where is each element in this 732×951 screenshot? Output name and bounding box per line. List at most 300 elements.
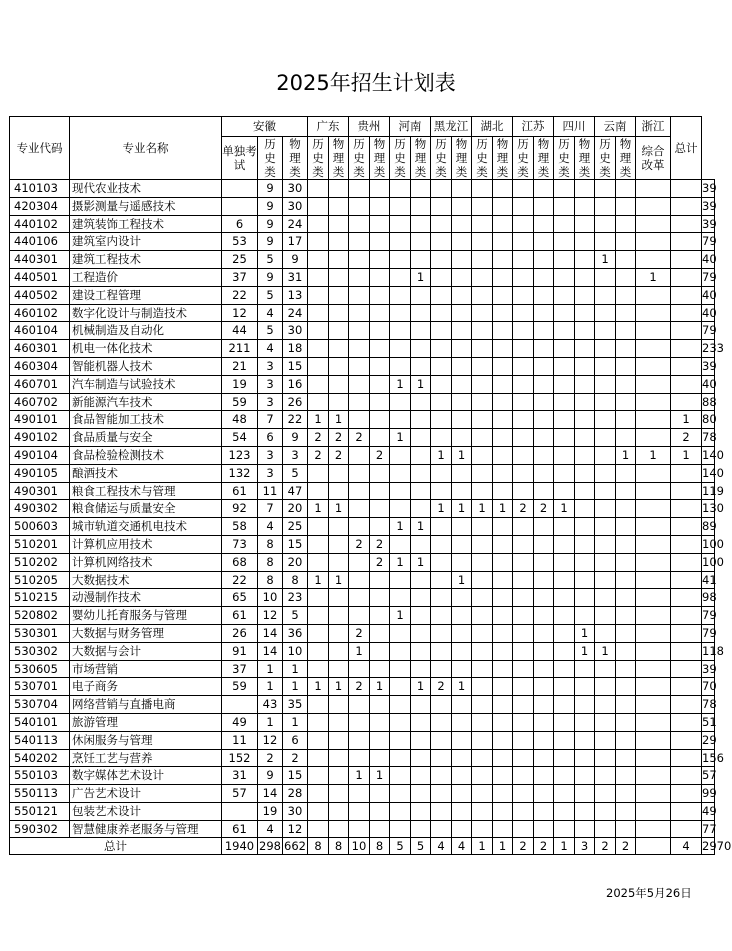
quota-cell: 2: [349, 535, 370, 553]
quota-cell: 91: [222, 642, 258, 660]
quota-cell: [575, 731, 595, 749]
quota-cell: [349, 607, 370, 625]
quota-cell: [370, 286, 390, 304]
major-name: 休闲服务与管理: [70, 731, 222, 749]
quota-cell: [534, 607, 554, 625]
quota-cell: [390, 678, 411, 696]
quota-cell: [534, 482, 554, 500]
quota-cell: 8: [258, 535, 283, 553]
quota-cell: [636, 215, 671, 233]
major-code: 530605: [10, 660, 70, 678]
quota-cell: [595, 357, 616, 375]
quota-cell: [411, 535, 431, 553]
quota-cell: [349, 286, 370, 304]
quota-cell: [472, 820, 493, 838]
quota-cell: 92: [222, 500, 258, 518]
quota-cell: 43: [258, 696, 283, 714]
quota-cell: [370, 375, 390, 393]
quota-cell: [390, 393, 411, 411]
quota-cell: [671, 589, 702, 607]
quota-cell: 3: [258, 357, 283, 375]
quota-cell: [534, 749, 554, 767]
quota-cell: 1: [258, 678, 283, 696]
major-code: 420304: [10, 197, 70, 215]
quota-cell: 8: [258, 571, 283, 589]
quota-cell: [575, 553, 595, 571]
quota-cell: [349, 802, 370, 820]
subheader-physics-sichuan: 物理类: [575, 137, 595, 180]
quota-cell: [329, 233, 349, 251]
quota-cell: [616, 429, 636, 447]
quota-cell: [513, 642, 534, 660]
quota-cell: [575, 500, 595, 518]
quota-cell: 1: [349, 767, 370, 785]
header-province-yunnan: 云南: [595, 117, 636, 137]
quota-cell: [534, 642, 554, 660]
table-row: [10, 340, 715, 358]
quota-cell: [431, 251, 452, 269]
quota-cell: [636, 286, 671, 304]
header-province-guizhou: 贵州: [349, 117, 390, 137]
quota-cell: 4: [258, 304, 283, 322]
quota-cell: 30: [283, 322, 308, 340]
subheader-physics-henan: 物理类: [411, 137, 431, 180]
quota-cell: [616, 393, 636, 411]
quota-cell: 1: [575, 642, 595, 660]
quota-cell: [616, 411, 636, 429]
table-row: [10, 678, 715, 696]
quota-cell: [534, 411, 554, 429]
table-row: [10, 731, 715, 749]
quota-cell: 8: [283, 571, 308, 589]
table-row: [10, 215, 715, 233]
quota-cell: 37: [222, 268, 258, 286]
quota-cell: [616, 785, 636, 803]
quota-cell: [513, 749, 534, 767]
quota-cell: 5: [258, 286, 283, 304]
quota-cell: 2: [370, 553, 390, 571]
quota-cell: [595, 322, 616, 340]
quota-cell: [349, 820, 370, 838]
quota-cell: 28: [283, 785, 308, 803]
quota-cell: [411, 357, 431, 375]
quota-cell: [308, 802, 329, 820]
quota-cell: [452, 180, 472, 198]
major-code: 540101: [10, 713, 70, 731]
quota-cell: [534, 731, 554, 749]
major-code: 550113: [10, 785, 70, 803]
quota-cell: [493, 197, 513, 215]
quota-cell: [370, 340, 390, 358]
quota-cell: [472, 286, 493, 304]
quota-cell: [390, 802, 411, 820]
quota-cell: [575, 215, 595, 233]
table-row: [10, 713, 715, 731]
column-total: 5: [411, 838, 431, 855]
quota-cell: 1: [554, 500, 575, 518]
table-row: [10, 429, 715, 447]
subheader-physics-yunnan: 物理类: [616, 137, 636, 180]
header-province-anhui: 安徽: [222, 117, 308, 137]
quota-cell: 59: [222, 678, 258, 696]
major-code: 460104: [10, 322, 70, 340]
quota-cell: [595, 446, 616, 464]
quota-cell: [411, 589, 431, 607]
quota-cell: [671, 322, 702, 340]
quota-cell: [452, 197, 472, 215]
major-name: 城市轨道交通机电技术: [70, 518, 222, 536]
quota-cell: [554, 660, 575, 678]
quota-cell: [534, 624, 554, 642]
quota-cell: [472, 446, 493, 464]
quota-cell: [349, 411, 370, 429]
major-code: 490104: [10, 446, 70, 464]
quota-cell: [493, 553, 513, 571]
quota-cell: [329, 731, 349, 749]
quota-cell: [513, 233, 534, 251]
quota-cell: [452, 660, 472, 678]
quota-cell: [493, 571, 513, 589]
column-total: 2: [616, 838, 636, 855]
quota-cell: [575, 233, 595, 251]
subheader-history-guizhou: 历史类: [349, 137, 370, 180]
column-total: 1: [554, 838, 575, 855]
quota-cell: [308, 215, 329, 233]
quota-cell: [595, 553, 616, 571]
header-province-guangdong: 广东: [308, 117, 349, 137]
quota-cell: [493, 767, 513, 785]
row-total: 29: [702, 731, 715, 749]
quota-cell: [595, 340, 616, 358]
quota-cell: [534, 197, 554, 215]
major-name: 机械制造及自动化: [70, 322, 222, 340]
quota-cell: [329, 553, 349, 571]
table-row: [10, 411, 715, 429]
major-code: 530704: [10, 696, 70, 714]
quota-cell: [513, 624, 534, 642]
quota-cell: 7: [258, 411, 283, 429]
quota-cell: [534, 286, 554, 304]
quota-cell: 31: [283, 268, 308, 286]
quota-cell: [390, 233, 411, 251]
quota-cell: 152: [222, 749, 258, 767]
quota-cell: [370, 251, 390, 269]
quota-cell: [493, 286, 513, 304]
quota-cell: [671, 731, 702, 749]
quota-cell: [493, 642, 513, 660]
quota-cell: [390, 589, 411, 607]
subheader-physics-heilongjiang: 物理类: [452, 137, 472, 180]
table-row: [10, 785, 715, 803]
quota-cell: 2: [370, 446, 390, 464]
quota-cell: [575, 411, 595, 429]
quota-cell: [534, 802, 554, 820]
quota-cell: [349, 482, 370, 500]
quota-cell: [349, 500, 370, 518]
subheader-history-hubei: 历史类: [472, 137, 493, 180]
row-total: 156: [702, 749, 715, 767]
quota-cell: 22: [222, 571, 258, 589]
quota-cell: [671, 375, 702, 393]
quota-cell: 1: [308, 500, 329, 518]
quota-cell: [431, 535, 452, 553]
quota-cell: 30: [283, 802, 308, 820]
quota-cell: [431, 731, 452, 749]
quota-cell: [554, 642, 575, 660]
quota-cell: [493, 251, 513, 269]
quota-cell: [308, 268, 329, 286]
quota-cell: [349, 749, 370, 767]
major-name: 食品智能加工技术: [70, 411, 222, 429]
column-total: 8: [308, 838, 329, 855]
quota-cell: [431, 749, 452, 767]
major-code: 530301: [10, 624, 70, 642]
major-code: 540113: [10, 731, 70, 749]
quota-cell: [513, 820, 534, 838]
quota-cell: [390, 357, 411, 375]
quota-cell: [671, 215, 702, 233]
quota-cell: 9: [258, 215, 283, 233]
quota-cell: [513, 268, 534, 286]
quota-cell: [636, 304, 671, 322]
quota-cell: [329, 642, 349, 660]
quota-cell: [636, 393, 671, 411]
quota-cell: [390, 749, 411, 767]
quota-cell: 1: [390, 375, 411, 393]
quota-cell: [616, 535, 636, 553]
quota-cell: [671, 393, 702, 411]
header-name: 专业名称: [70, 117, 222, 180]
major-name: 建筑室内设计: [70, 233, 222, 251]
row-total: 40: [702, 286, 715, 304]
quota-cell: [493, 429, 513, 447]
quota-cell: [671, 642, 702, 660]
quota-cell: [595, 820, 616, 838]
quota-cell: [616, 642, 636, 660]
quota-cell: [390, 624, 411, 642]
quota-cell: [431, 215, 452, 233]
quota-cell: [370, 660, 390, 678]
quota-cell: 1: [390, 553, 411, 571]
table-row: [10, 251, 715, 269]
table-row: [10, 500, 715, 518]
quota-cell: [534, 696, 554, 714]
quota-cell: [513, 767, 534, 785]
quota-cell: [370, 180, 390, 198]
quota-cell: 19: [222, 375, 258, 393]
quota-cell: [370, 482, 390, 500]
quota-cell: 12: [258, 607, 283, 625]
column-total: 2: [595, 838, 616, 855]
quota-cell: [308, 731, 329, 749]
quota-cell: [671, 607, 702, 625]
quota-cell: [308, 233, 329, 251]
quota-cell: 1: [493, 500, 513, 518]
quota-cell: 14: [258, 642, 283, 660]
quota-cell: [411, 233, 431, 251]
quota-cell: [616, 268, 636, 286]
quota-cell: [636, 340, 671, 358]
quota-cell: [671, 286, 702, 304]
quota-cell: [636, 357, 671, 375]
quota-cell: [472, 304, 493, 322]
quota-cell: [349, 393, 370, 411]
major-name: 婴幼儿托育服务与管理: [70, 607, 222, 625]
quota-cell: [390, 464, 411, 482]
quota-cell: 2: [329, 446, 349, 464]
quota-cell: [308, 696, 329, 714]
quota-cell: 1: [671, 411, 702, 429]
quota-cell: [616, 660, 636, 678]
quota-cell: [671, 340, 702, 358]
quota-cell: [575, 251, 595, 269]
row-total: 140: [702, 446, 715, 464]
quota-cell: [329, 286, 349, 304]
quota-cell: [390, 820, 411, 838]
quota-cell: 1: [671, 446, 702, 464]
quota-cell: [575, 482, 595, 500]
quota-cell: 1: [575, 624, 595, 642]
quota-cell: [452, 785, 472, 803]
quota-cell: [472, 429, 493, 447]
quota-cell: [575, 286, 595, 304]
header-province-heilongjiang: 黑龙江: [431, 117, 472, 137]
quota-cell: [595, 375, 616, 393]
quota-cell: [595, 429, 616, 447]
quota-cell: [431, 518, 452, 536]
quota-cell: [534, 233, 554, 251]
quota-cell: [534, 713, 554, 731]
quota-cell: [575, 589, 595, 607]
quota-cell: [431, 589, 452, 607]
quota-cell: [636, 535, 671, 553]
column-total: 10: [349, 838, 370, 855]
quota-cell: [472, 571, 493, 589]
quota-cell: [411, 215, 431, 233]
quota-cell: [493, 749, 513, 767]
quota-cell: [554, 767, 575, 785]
quota-cell: 1: [411, 268, 431, 286]
quota-cell: [431, 607, 452, 625]
quota-cell: [329, 464, 349, 482]
column-total: 8: [370, 838, 390, 855]
row-total: 40: [702, 375, 715, 393]
quota-cell: 10: [258, 589, 283, 607]
quota-cell: [411, 304, 431, 322]
quota-cell: [349, 180, 370, 198]
quota-cell: [671, 180, 702, 198]
major-name: 工程造价: [70, 268, 222, 286]
quota-cell: [411, 696, 431, 714]
quota-cell: [513, 678, 534, 696]
major-code: 490301: [10, 482, 70, 500]
quota-cell: 61: [222, 820, 258, 838]
quota-cell: [493, 340, 513, 358]
quota-cell: [452, 340, 472, 358]
quota-cell: [452, 607, 472, 625]
quota-cell: [370, 233, 390, 251]
quota-cell: [671, 820, 702, 838]
quota-cell: [616, 251, 636, 269]
quota-cell: [370, 731, 390, 749]
quota-cell: [534, 464, 554, 482]
quota-cell: [575, 429, 595, 447]
quota-cell: [616, 820, 636, 838]
quota-cell: 9: [258, 233, 283, 251]
row-total: 40: [702, 304, 715, 322]
quota-cell: [513, 180, 534, 198]
major-code: 590302: [10, 820, 70, 838]
quota-cell: [513, 304, 534, 322]
quota-cell: [575, 660, 595, 678]
quota-cell: 10: [283, 642, 308, 660]
quota-cell: [452, 482, 472, 500]
quota-cell: [671, 696, 702, 714]
quota-cell: 7: [258, 500, 283, 518]
subheader-physics-jiangsu: 物理类: [534, 137, 554, 180]
quota-cell: 23: [283, 589, 308, 607]
quota-cell: 30: [283, 197, 308, 215]
quota-cell: 1: [431, 500, 452, 518]
quota-cell: [616, 500, 636, 518]
quota-cell: [493, 535, 513, 553]
quota-cell: [349, 251, 370, 269]
quota-cell: 5: [283, 607, 308, 625]
quota-cell: 1: [616, 446, 636, 464]
quota-cell: [390, 785, 411, 803]
quota-cell: 1: [258, 660, 283, 678]
quota-cell: [493, 375, 513, 393]
quota-cell: [431, 696, 452, 714]
major-code: 490101: [10, 411, 70, 429]
quota-cell: [452, 375, 472, 393]
quota-cell: 26: [283, 393, 308, 411]
quota-cell: [390, 446, 411, 464]
quota-cell: [329, 215, 349, 233]
table-row: [10, 268, 715, 286]
quota-cell: 2: [283, 749, 308, 767]
quota-cell: [472, 233, 493, 251]
quota-cell: [595, 749, 616, 767]
quota-cell: [411, 642, 431, 660]
table-row: [10, 642, 715, 660]
major-code: 550121: [10, 802, 70, 820]
row-total: 233: [702, 340, 715, 358]
quota-cell: [390, 340, 411, 358]
table-row: [10, 589, 715, 607]
quota-cell: [493, 482, 513, 500]
quota-cell: [513, 340, 534, 358]
row-total: 88: [702, 393, 715, 411]
quota-cell: [349, 197, 370, 215]
quota-cell: [554, 713, 575, 731]
quota-cell: [472, 535, 493, 553]
quota-cell: 3: [258, 375, 283, 393]
quota-cell: 1: [411, 553, 431, 571]
quota-cell: 22: [222, 286, 258, 304]
table-row: [10, 322, 715, 340]
quota-cell: [329, 607, 349, 625]
quota-cell: [349, 589, 370, 607]
quota-cell: [329, 357, 349, 375]
quota-cell: 49: [222, 713, 258, 731]
quota-cell: [595, 215, 616, 233]
quota-cell: 9: [258, 180, 283, 198]
quota-cell: [513, 482, 534, 500]
row-total: 57: [702, 767, 715, 785]
quota-cell: 65: [222, 589, 258, 607]
quota-cell: [472, 340, 493, 358]
